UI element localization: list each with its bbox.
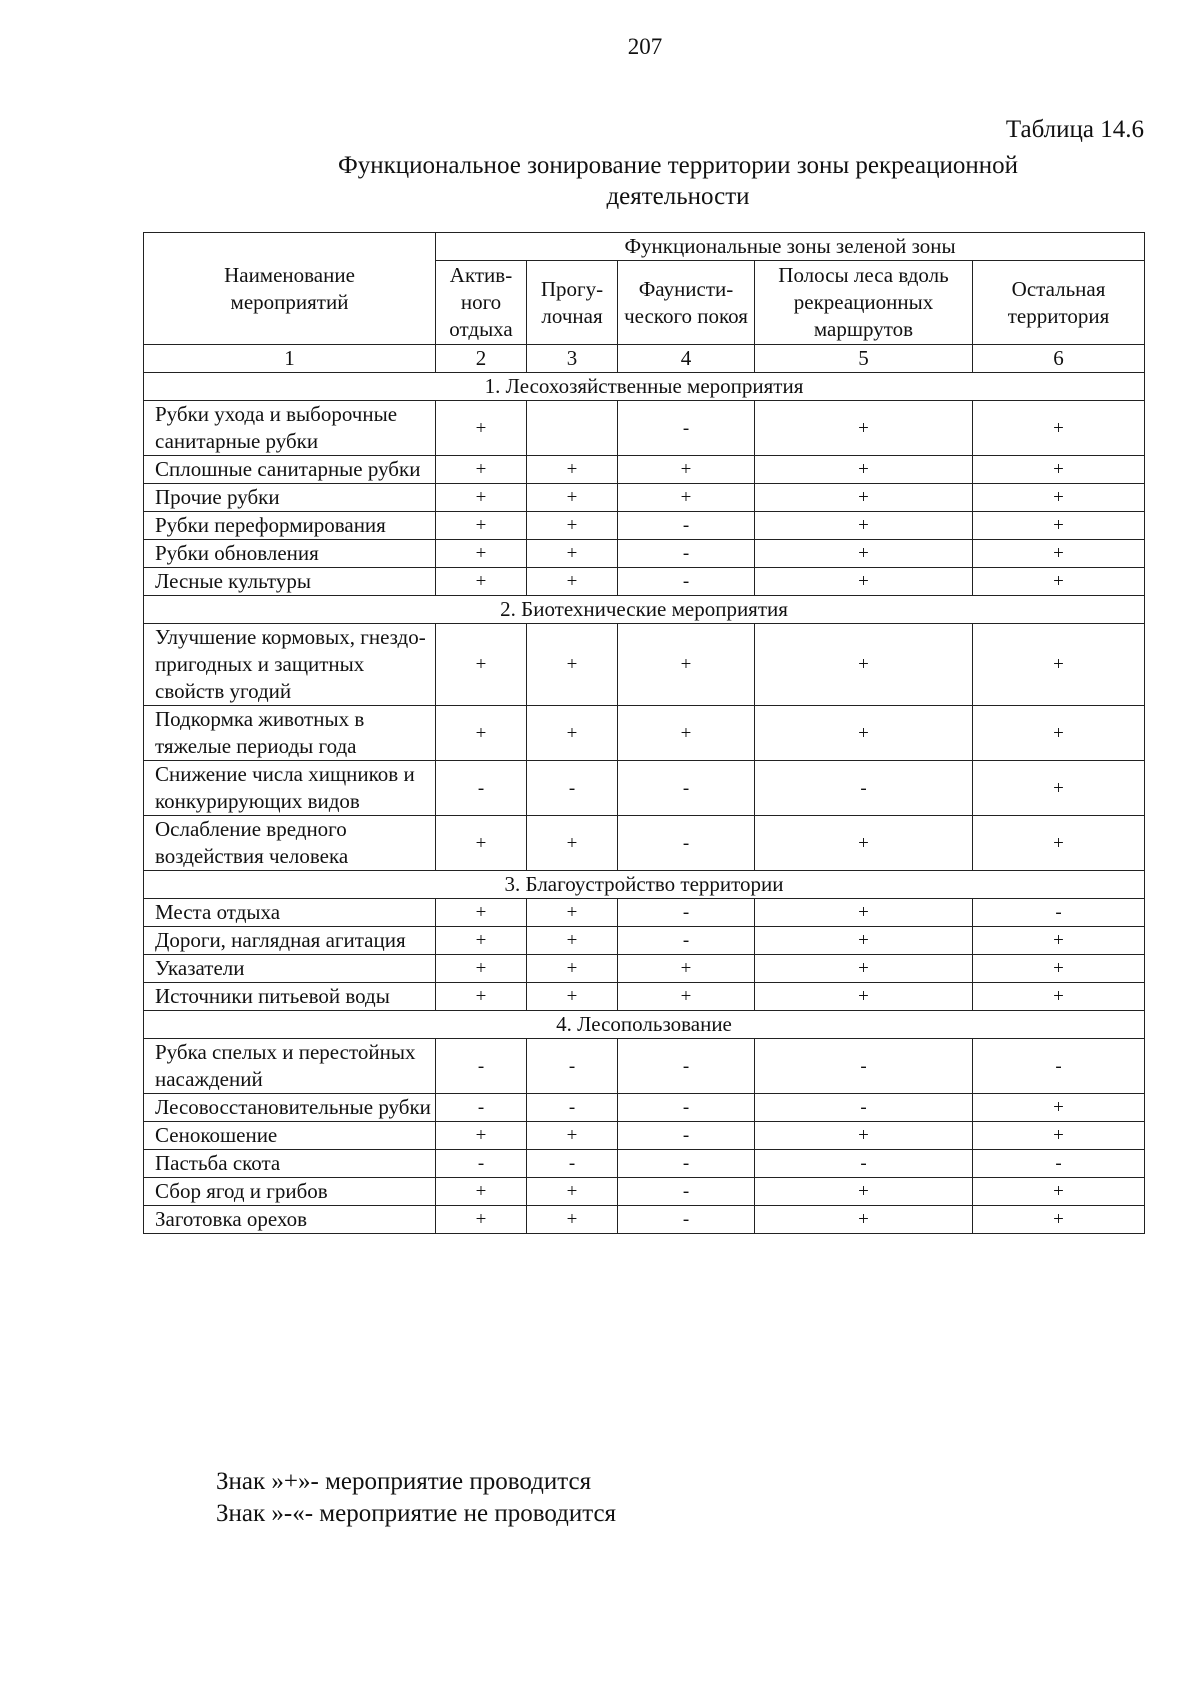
zone-mark: - — [973, 1150, 1145, 1178]
table-row — [144, 512, 1145, 540]
header-zone: Полосы леса вдоль рекреационных маршрутов — [755, 261, 973, 345]
section-title: 1. Лесохозяйственные мероприятия — [144, 373, 1145, 401]
zone-mark: + — [755, 1122, 973, 1150]
zone-mark: - — [618, 540, 755, 568]
zone-mark: + — [973, 401, 1145, 456]
table-row — [144, 456, 1145, 484]
zone-mark: - — [436, 761, 527, 816]
zoning-table — [143, 232, 1145, 1234]
zone-mark: + — [436, 1178, 527, 1206]
activity-name: Улучшение кормовых, гнездо-пригодных и защитных свойств угодий — [144, 624, 436, 706]
table-row — [144, 624, 1145, 706]
zone-mark: + — [973, 456, 1145, 484]
activity-name: Рубка спелых и перестойных насаждений — [144, 1039, 436, 1094]
zone-mark: + — [755, 1206, 973, 1234]
table-label: Таблица 14.6 — [1005, 116, 1144, 143]
zone-mark: + — [527, 927, 618, 955]
zone-mark: + — [973, 983, 1145, 1011]
zone-mark: - — [973, 899, 1145, 927]
zone-mark: + — [755, 899, 973, 927]
zone-mark: + — [755, 927, 973, 955]
activity-name: Ослабление вредного воздействия человека — [144, 816, 436, 871]
zone-mark: + — [973, 484, 1145, 512]
zone-mark: + — [527, 512, 618, 540]
zone-mark: - — [618, 1039, 755, 1094]
table-row — [144, 761, 1145, 816]
zone-mark: + — [618, 983, 755, 1011]
column-number: 6 — [973, 345, 1145, 373]
zone-mark: + — [436, 983, 527, 1011]
zone-mark: + — [973, 955, 1145, 983]
table-row — [144, 401, 1145, 456]
table-row — [144, 1178, 1145, 1206]
zone-mark: - — [755, 761, 973, 816]
table-row — [144, 1094, 1145, 1122]
column-number: 4 — [618, 345, 755, 373]
zone-mark: + — [618, 955, 755, 983]
zone-mark: - — [436, 1094, 527, 1122]
zone-mark: + — [755, 1178, 973, 1206]
activity-name: Места отдыха — [144, 899, 436, 927]
zone-mark: + — [436, 624, 527, 706]
table-title — [253, 150, 1103, 212]
zone-mark: + — [755, 706, 973, 761]
zone-mark: + — [436, 568, 527, 596]
zone-mark: + — [527, 1178, 618, 1206]
zone-mark: - — [618, 899, 755, 927]
zone-mark: - — [618, 1178, 755, 1206]
zone-mark: + — [755, 512, 973, 540]
zone-mark: + — [973, 706, 1145, 761]
zone-mark: + — [973, 1122, 1145, 1150]
zone-mark: - — [527, 1094, 618, 1122]
zone-mark: + — [436, 816, 527, 871]
zone-mark: + — [527, 484, 618, 512]
table-row — [144, 484, 1145, 512]
zone-mark: + — [436, 1206, 527, 1234]
zone-mark: - — [618, 1206, 755, 1234]
zone-mark: + — [973, 624, 1145, 706]
zone-mark: - — [618, 927, 755, 955]
zone-mark: + — [436, 540, 527, 568]
zone-mark: + — [973, 1206, 1145, 1234]
zone-mark: - — [436, 1039, 527, 1094]
zone-mark: + — [527, 540, 618, 568]
activity-name: Заготовка орехов — [144, 1206, 436, 1234]
activity-name: Лесовосстановительные рубки — [144, 1094, 436, 1122]
table-row — [144, 927, 1145, 955]
legend-plus: Знак »+»- мероприятие проводится — [216, 1468, 592, 1495]
zone-mark: + — [436, 1122, 527, 1150]
header-group: Функциональные зоны зеленой зоны — [436, 233, 1145, 261]
zone-mark: + — [973, 540, 1145, 568]
zone-mark: + — [755, 955, 973, 983]
zone-mark: + — [436, 899, 527, 927]
zone-mark: + — [973, 512, 1145, 540]
zone-mark: - — [973, 1039, 1145, 1094]
table-row — [144, 1206, 1145, 1234]
activity-name: Рубки переформирования — [144, 512, 436, 540]
activity-name: Рубки обновления — [144, 540, 436, 568]
column-number: 1 — [144, 345, 436, 373]
table-row — [144, 955, 1145, 983]
zone-mark: - — [527, 1039, 618, 1094]
zone-mark: + — [973, 1178, 1145, 1206]
zone-mark: - — [755, 1039, 973, 1094]
zone-mark: + — [527, 568, 618, 596]
zone-mark: + — [973, 816, 1145, 871]
zone-mark: + — [755, 484, 973, 512]
activity-name: Сенокошение — [144, 1122, 436, 1150]
zone-mark: + — [973, 927, 1145, 955]
zone-mark: + — [618, 706, 755, 761]
zone-mark: + — [618, 624, 755, 706]
zone-mark: + — [527, 983, 618, 1011]
activity-name: Прочие рубки — [144, 484, 436, 512]
header-zone: Актив-ного отдыха — [436, 261, 527, 345]
zone-mark: + — [436, 401, 527, 456]
header-zone: Остальная территория — [973, 261, 1145, 345]
zone-mark: - — [527, 1150, 618, 1178]
zone-mark: + — [527, 456, 618, 484]
header-name-col: Наименование мероприятий — [144, 233, 436, 345]
zone-mark: + — [973, 761, 1145, 816]
zone-mark: + — [436, 512, 527, 540]
table-row — [144, 899, 1145, 927]
section-row — [144, 373, 1145, 401]
table-row — [144, 568, 1145, 596]
zone-mark: + — [527, 955, 618, 983]
table-row — [144, 706, 1145, 761]
activity-name: Источники питьевой воды — [144, 983, 436, 1011]
zone-mark: + — [973, 568, 1145, 596]
zone-mark: + — [436, 927, 527, 955]
header-row-group — [144, 233, 1145, 261]
activity-name: Снижение числа хищников и конкурирующих видов — [144, 761, 436, 816]
zone-mark: + — [755, 983, 973, 1011]
header-zone: Фаунисти-ческого покоя — [618, 261, 755, 345]
zone-mark: + — [755, 401, 973, 456]
section-row — [144, 596, 1145, 624]
zone-mark: + — [527, 624, 618, 706]
header-row-numbers — [144, 345, 1145, 373]
section-title: 3. Благоустройство территории — [144, 871, 1145, 899]
activity-name: Пастьба скота — [144, 1150, 436, 1178]
zone-mark: + — [527, 1122, 618, 1150]
zone-mark: - — [618, 761, 755, 816]
zone-mark: + — [618, 456, 755, 484]
column-number: 5 — [755, 345, 973, 373]
zone-mark: - — [436, 1150, 527, 1178]
zone-mark: + — [436, 456, 527, 484]
zone-mark: - — [755, 1094, 973, 1122]
activity-name: Сплошные санитарные рубки — [144, 456, 436, 484]
table-title-line-2: деятельности — [606, 183, 750, 210]
page-number: 207 — [627, 34, 663, 59]
table-row — [144, 1039, 1145, 1094]
zone-mark: - — [618, 512, 755, 540]
zone-mark: + — [436, 706, 527, 761]
zone-mark: - — [618, 1094, 755, 1122]
section-row — [144, 1011, 1145, 1039]
zone-mark: + — [527, 816, 618, 871]
column-number: 3 — [527, 345, 618, 373]
zone-mark: + — [527, 899, 618, 927]
table-body — [144, 373, 1145, 1234]
activity-name: Указатели — [144, 955, 436, 983]
activity-name: Подкормка животных в тяжелые периоды года — [144, 706, 436, 761]
section-title: 2. Биотехнические мероприятия — [144, 596, 1145, 624]
zone-mark: + — [527, 1206, 618, 1234]
zone-mark: + — [755, 624, 973, 706]
legend-minus: Знак »-«- мероприятие не проводится — [216, 1500, 617, 1527]
zone-mark: - — [618, 568, 755, 596]
zone-mark: - — [527, 761, 618, 816]
zone-mark: + — [755, 568, 973, 596]
activity-name: Сбор ягод и грибов — [144, 1178, 436, 1206]
zone-mark: - — [755, 1150, 973, 1178]
column-number: 2 — [436, 345, 527, 373]
activity-name: Дороги, наглядная агитация — [144, 927, 436, 955]
table-title-line-1: Функциональное зонирование территории зоны рекреационной — [337, 152, 1019, 179]
table-row — [144, 1150, 1145, 1178]
table-row — [144, 983, 1145, 1011]
table-row — [144, 540, 1145, 568]
zone-mark: - — [618, 1150, 755, 1178]
activity-name: Рубки ухода и выборочные санитарные рубки — [144, 401, 436, 456]
section-row — [144, 871, 1145, 899]
zone-mark: + — [527, 706, 618, 761]
zone-mark — [527, 401, 618, 456]
table-row — [144, 1122, 1145, 1150]
section-title: 4. Лесопользование — [144, 1011, 1145, 1039]
zone-mark: - — [618, 401, 755, 456]
zone-mark: + — [618, 484, 755, 512]
zone-mark: + — [973, 1094, 1145, 1122]
zone-mark: - — [618, 816, 755, 871]
zone-mark: + — [436, 484, 527, 512]
table-row — [144, 816, 1145, 871]
zone-mark: + — [755, 456, 973, 484]
zone-mark: - — [618, 1122, 755, 1150]
activity-name: Лесные культуры — [144, 568, 436, 596]
header-zone: Прогу-лочная — [527, 261, 618, 345]
zone-mark: + — [755, 816, 973, 871]
zone-mark: + — [755, 540, 973, 568]
zone-mark: + — [436, 955, 527, 983]
